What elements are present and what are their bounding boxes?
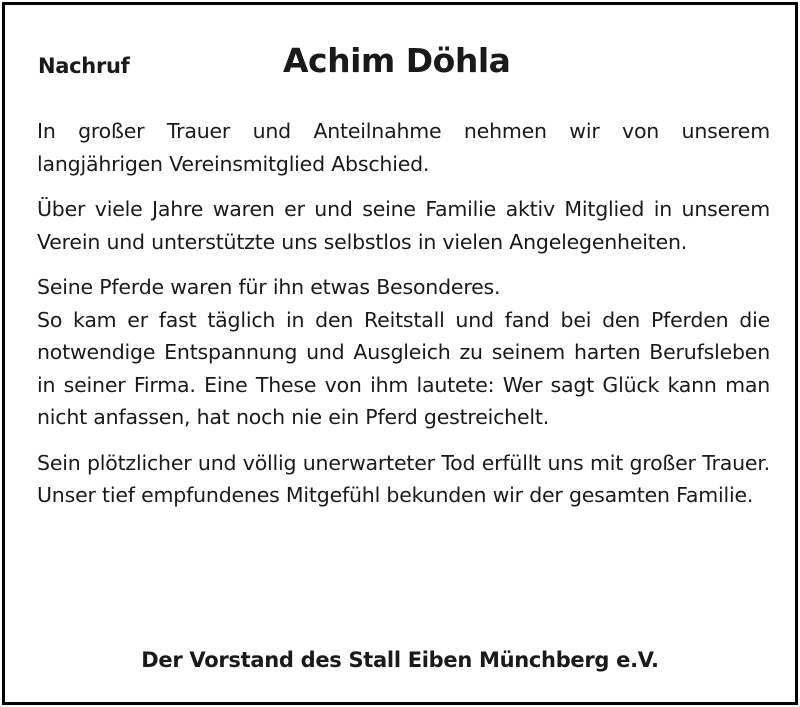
- obituary-body: [37, 115, 770, 525]
- obituary-notice: [2, 2, 798, 705]
- paragraph-line: So kam er fast täglich in den Reitstall und fand bei den Pferden die notwendige Entspannung und Ausgleich zu seinem harten Berufsleben in seiner Firma. Eine These von ihm lautete: Wer sagt Glück kann man nicht anfassen, hat noch nie ein Pferd gestreichelt.: [37, 307, 770, 429]
- paragraph-condolence: [37, 115, 770, 180]
- signature: Der Vorstand des Stall Eiben Münchberg e.V.: [141, 648, 659, 672]
- paragraph-membership: [37, 193, 770, 258]
- notice-label: Nachruf: [38, 54, 130, 78]
- deceased-name: Achim Döhla: [283, 41, 511, 80]
- paragraph-line: Seine Pferde waren für ihn etwas Besonderes.: [37, 275, 501, 299]
- paragraph-sympathy: [37, 447, 770, 512]
- paragraph-line: In großer Trauer und Anteilnahme nehmen wir von unserem langjährigen Vereinsmitglied Abschied.: [37, 119, 770, 176]
- paragraph-line: Sein plötzlicher und völlig unerwarteter Tod erfüllt uns mit großer Trauer. Unser tief empfundenes Mitgefühl bekunden wir der gesamten Familie.: [37, 450, 770, 507]
- paragraph-line: Über viele Jahre waren er und seine Familie aktiv Mitglied in unserem Verein und unterstützte uns selbstlos in vielen Angelegenheiten.: [37, 197, 770, 254]
- paragraph-horses: [37, 271, 770, 434]
